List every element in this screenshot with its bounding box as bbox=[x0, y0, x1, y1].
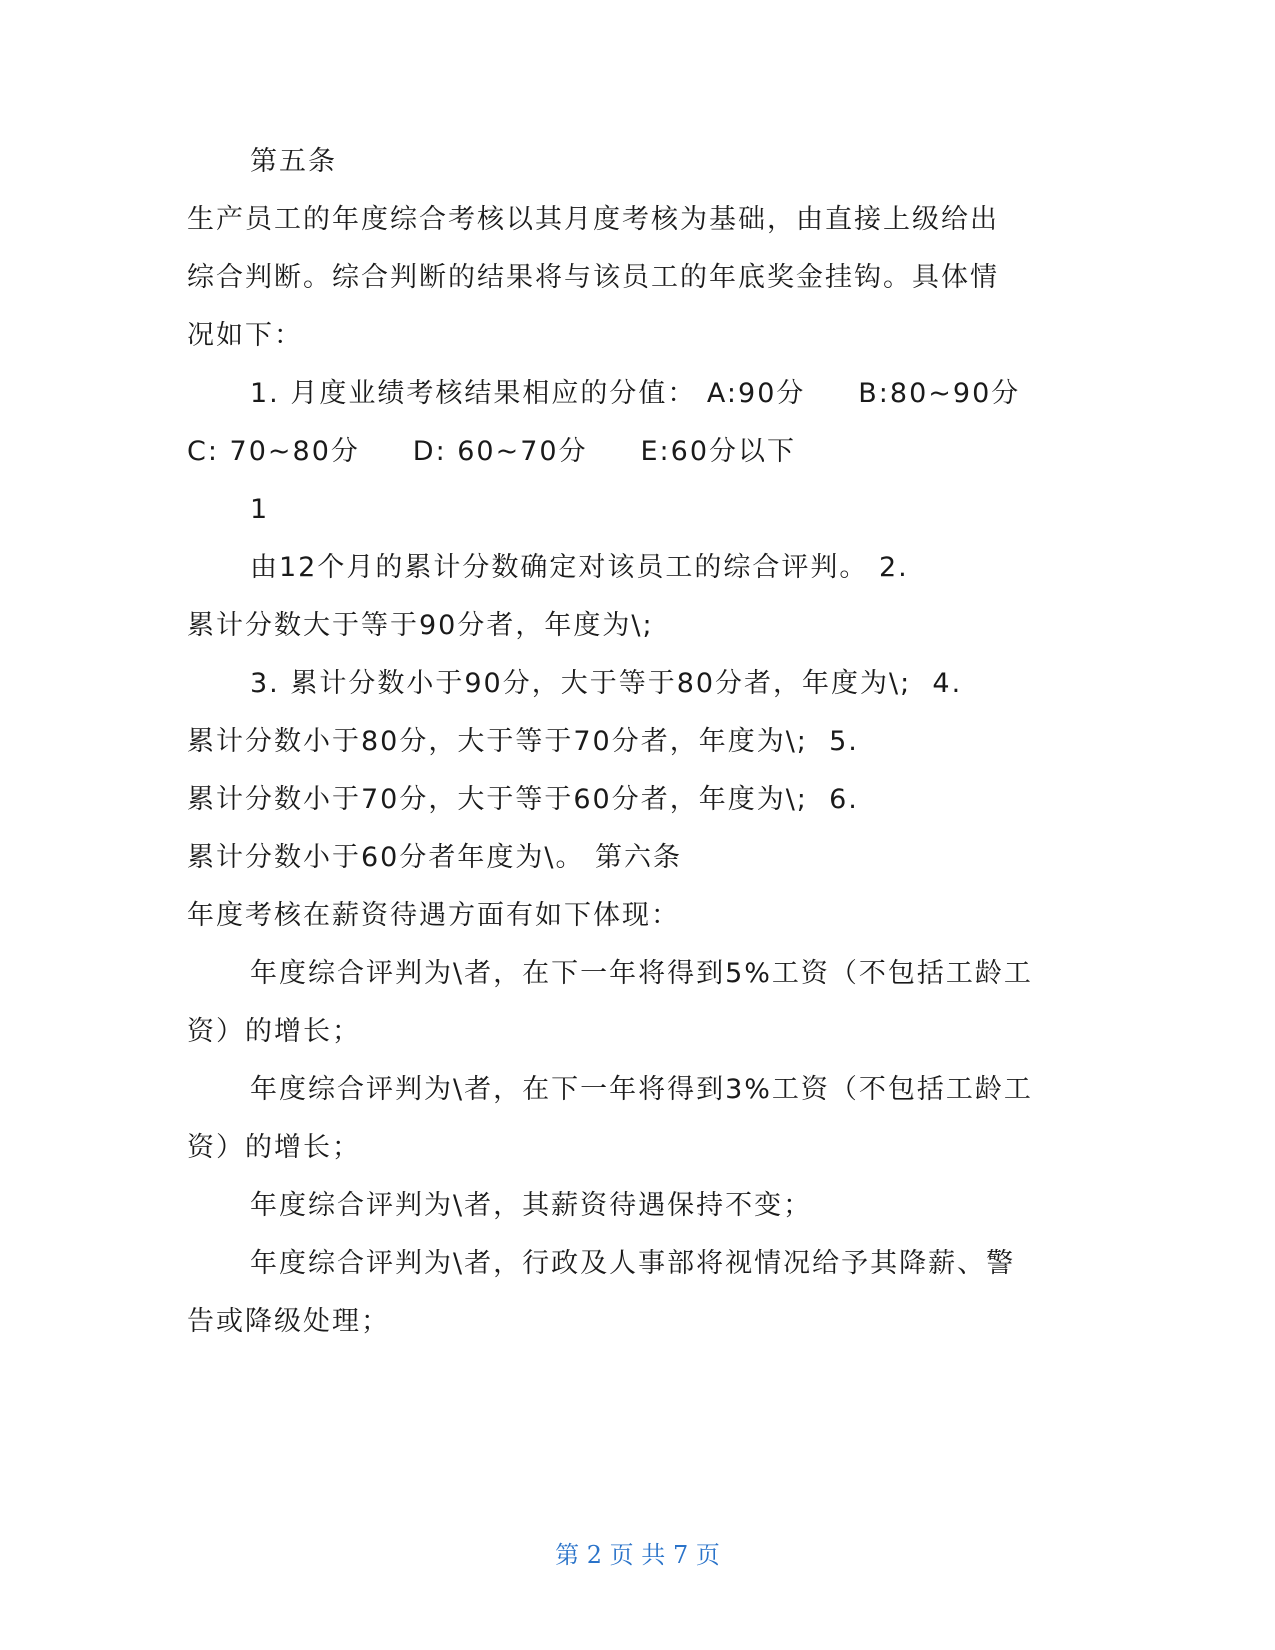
paragraph-line: 综合判断。综合判断的结果将与该员工的年底奖金挂钩。具体情 bbox=[187, 262, 999, 293]
score-line-2: C: 70~80分 D: 60~70分 E:60分以下 bbox=[187, 436, 797, 467]
article-heading-5: 第五条 bbox=[250, 146, 337, 177]
paragraph-line: 累计分数小于60分者年度为\。 第六条 bbox=[187, 842, 683, 873]
paragraph-line: 累计分数小于80分，大于等于70分者，年度为\; 5. bbox=[187, 726, 859, 757]
page-number-footer: 第 2 页 共 7 页 bbox=[555, 1541, 720, 1569]
paragraph-line: 年度考核在薪资待遇方面有如下体现： bbox=[187, 900, 680, 931]
paragraph-line: 年度综合评判为\者，在下一年将得到3%工资（不包括工龄工 bbox=[250, 1074, 1033, 1105]
paragraph-line: 告或降级处理； bbox=[187, 1306, 390, 1337]
paragraph-line: 资）的增长； bbox=[187, 1016, 361, 1047]
paragraph-line: 累计分数小于70分，大于等于60分者，年度为\; 6. bbox=[187, 784, 859, 815]
paragraph-line: 生产员工的年度综合考核以其月度考核为基础，由直接上级给出 bbox=[187, 204, 999, 235]
score-line-1: 1. 月度业绩考核结果相应的分值： A:90分 B:80~90分 bbox=[250, 378, 1021, 409]
paragraph-line: 年度综合评判为\者，行政及人事部将视情况给予其降薪、警 bbox=[250, 1248, 1016, 1279]
paragraph-line: 年度综合评判为\者，在下一年将得到5%工资（不包括工龄工 bbox=[250, 958, 1033, 989]
paragraph-line: 年度综合评判为\者，其薪资待遇保持不变； bbox=[250, 1190, 813, 1221]
paragraph-line: 由12个月的累计分数确定对该员工的综合评判。 2. bbox=[250, 552, 909, 583]
paragraph-line: 资）的增长； bbox=[187, 1132, 361, 1163]
paragraph-line: 1 bbox=[250, 494, 270, 525]
paragraph-line: 累计分数大于等于90分者，年度为\; bbox=[187, 610, 654, 641]
paragraph-line: 况如下： bbox=[187, 320, 303, 351]
paragraph-line: 3. 累计分数小于90分，大于等于80分者，年度为\; 4. bbox=[250, 668, 963, 699]
